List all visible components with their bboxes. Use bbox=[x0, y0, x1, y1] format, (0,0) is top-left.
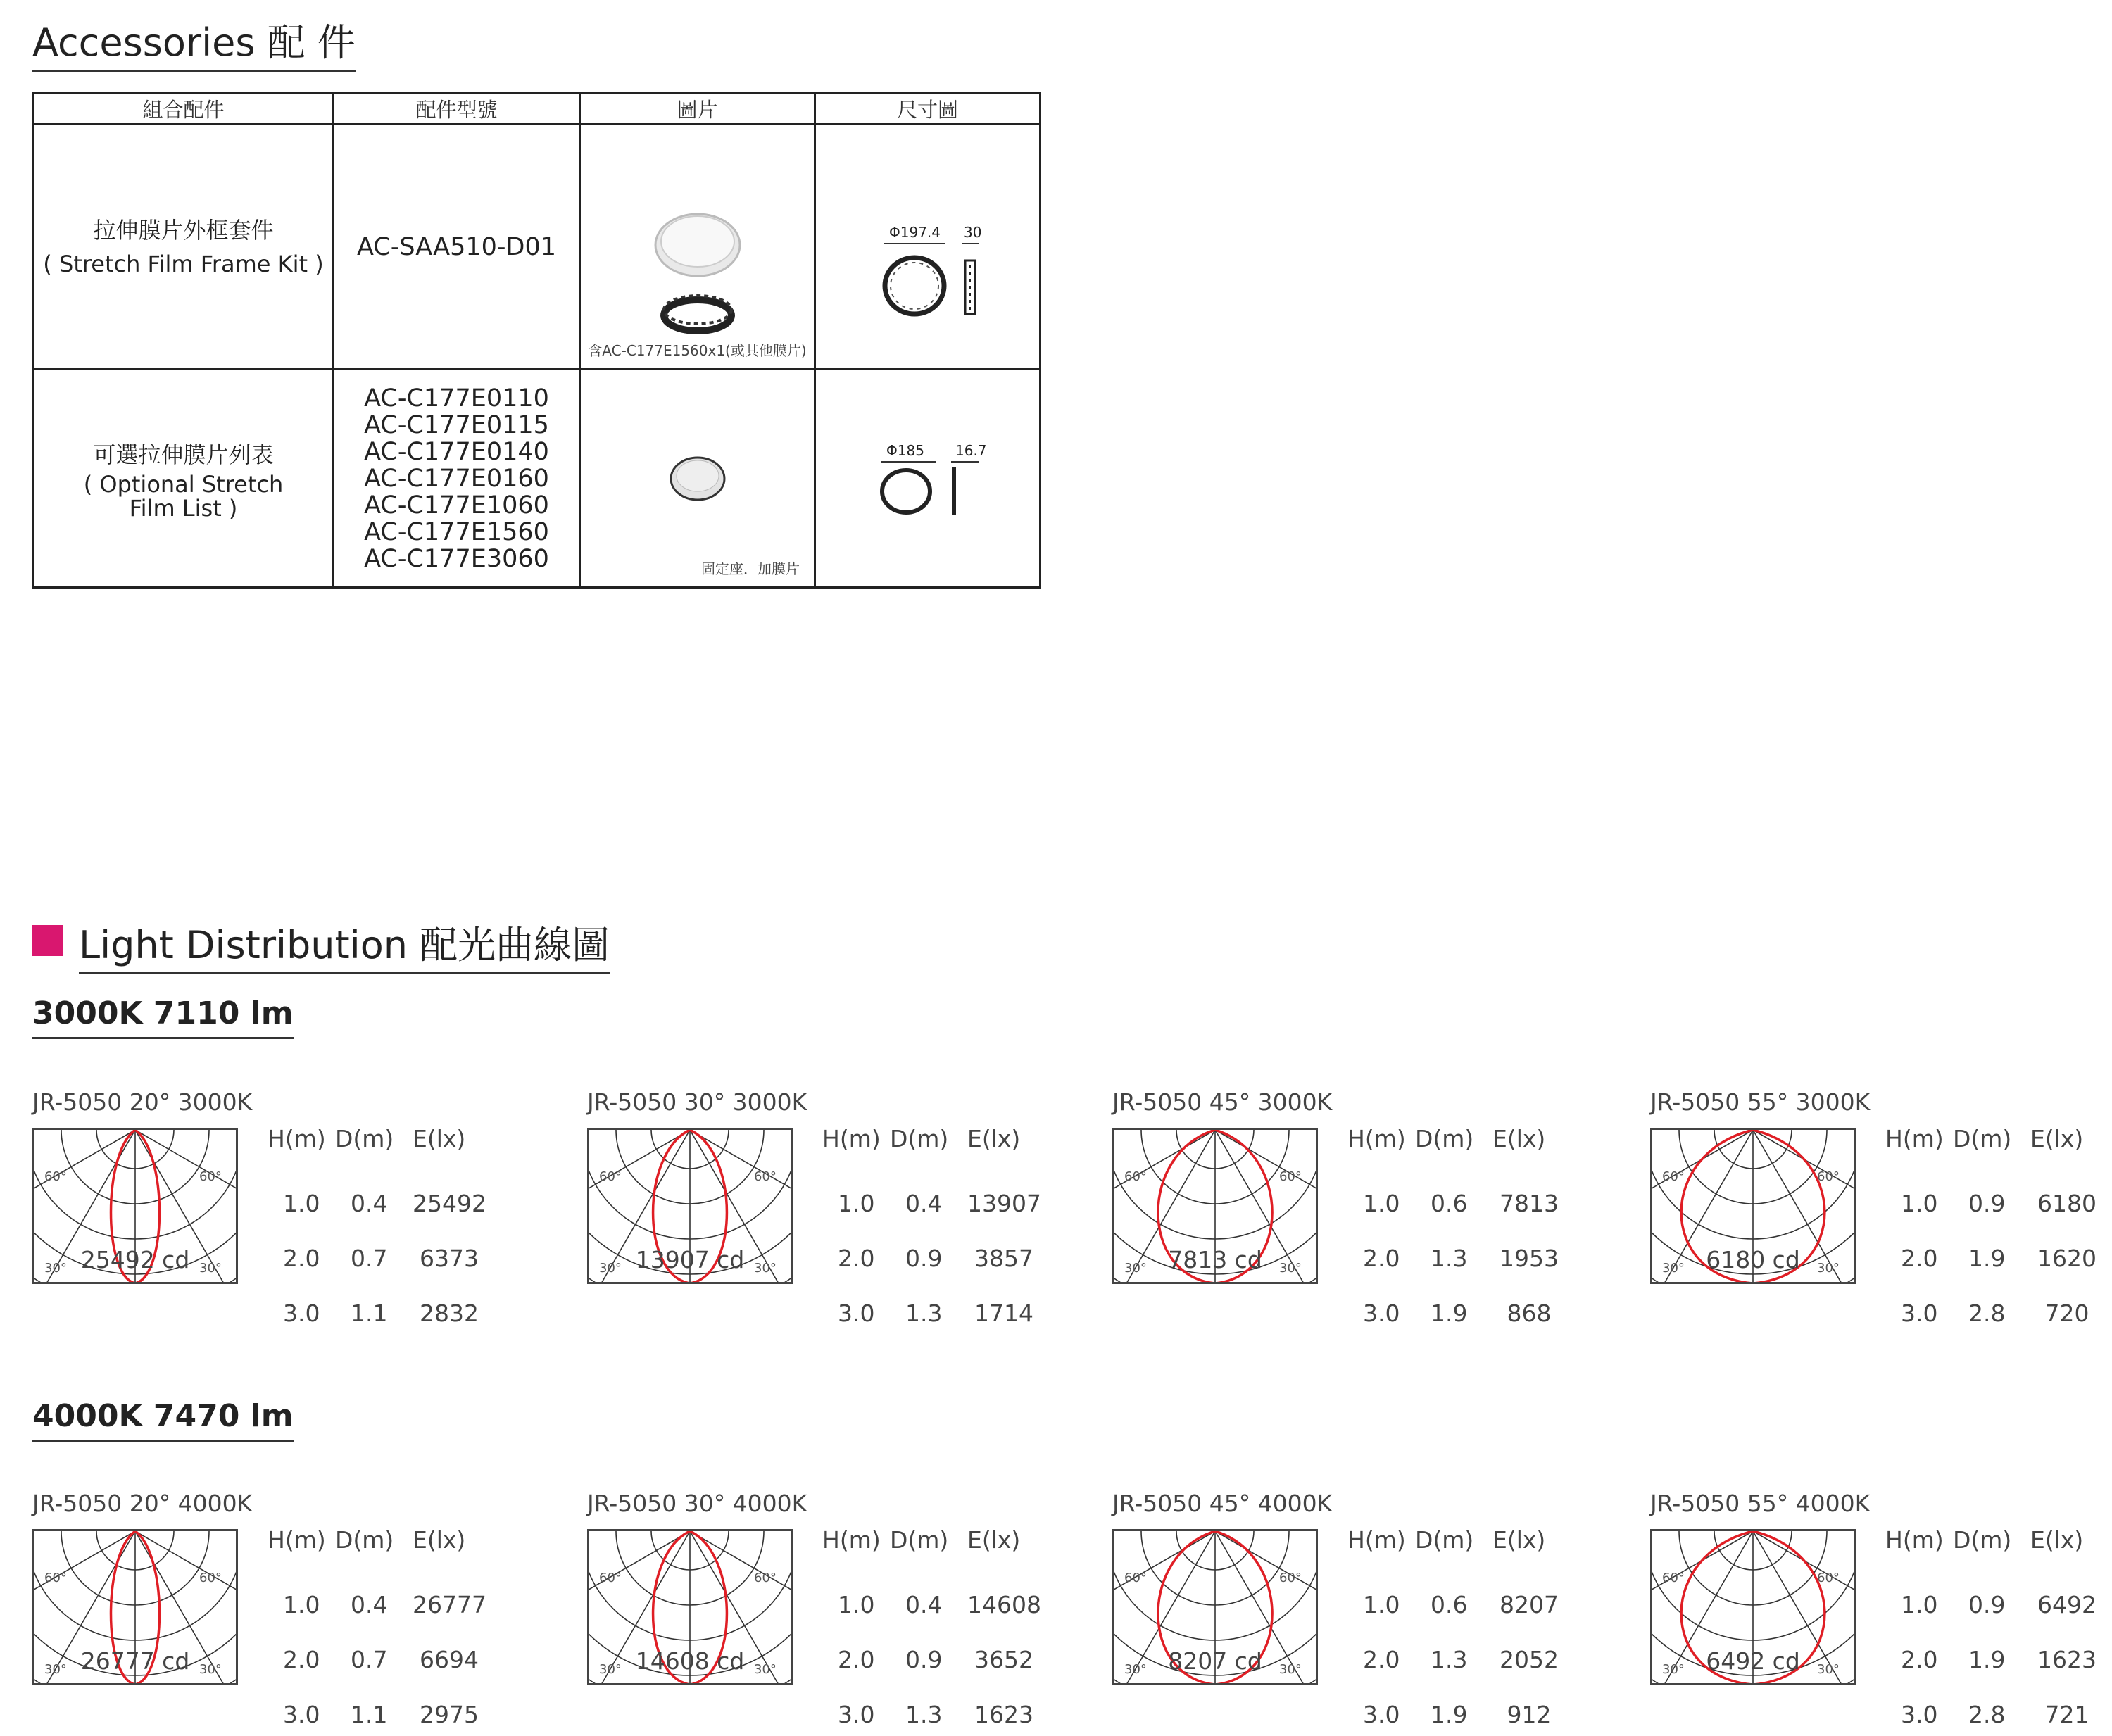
row2-name-zh: 可選拉伸膜片列表 bbox=[93, 441, 274, 468]
col-header-e: E(lx) bbox=[2030, 1526, 2084, 1554]
table-cell-e: 6694 bbox=[420, 1646, 479, 1673]
table-cell-e: 1714 bbox=[974, 1300, 1033, 1327]
table-cell-e: 6492 bbox=[2037, 1591, 2097, 1618]
col-header-h: H(m) bbox=[1347, 1526, 1406, 1554]
table-cell-h: 3.0 bbox=[838, 1300, 875, 1327]
angle-label: 30° bbox=[1279, 1261, 1302, 1276]
angle-label: 60° bbox=[199, 1169, 222, 1184]
table-cell-e: 6373 bbox=[420, 1245, 479, 1272]
angle-label: 30° bbox=[1662, 1261, 1685, 1276]
table-cell-h: 1.0 bbox=[1901, 1591, 1938, 1618]
angle-label: 30° bbox=[599, 1662, 622, 1677]
angle-label: 30° bbox=[754, 1662, 777, 1677]
angle-label: 30° bbox=[199, 1261, 222, 1276]
col-header-e: E(lx) bbox=[1492, 1526, 1546, 1554]
table-cell-e: 6180 bbox=[2037, 1190, 2097, 1217]
stretch-film-image bbox=[581, 370, 816, 586]
model-list-item: AC-C177E1560 bbox=[364, 517, 549, 546]
table-cell-e: 3857 bbox=[974, 1245, 1033, 1272]
polar-diagram bbox=[1650, 1529, 1856, 1685]
col-header-d: D(m) bbox=[1415, 1526, 1474, 1554]
block-title: JR-5050 30° 4000K bbox=[587, 1490, 807, 1517]
polar-diagram bbox=[1112, 1128, 1318, 1284]
row1-dimension-cell bbox=[815, 125, 1041, 370]
candela-label: 7813 cd bbox=[1168, 1246, 1262, 1273]
table-cell-e: 26777 bbox=[413, 1591, 486, 1618]
col-header-e: E(lx) bbox=[1492, 1125, 1546, 1152]
section-marker bbox=[32, 925, 63, 956]
table-cell-h: 2.0 bbox=[283, 1245, 320, 1272]
angle-label: 30° bbox=[1279, 1662, 1302, 1677]
polar-spoke bbox=[1753, 1130, 1854, 1243]
light-distribution-title: Light Distribution 配光曲線圖 bbox=[79, 915, 610, 974]
table-cell-h: 1.0 bbox=[838, 1190, 875, 1217]
row2-name-en: ( Optional Stretch bbox=[83, 470, 284, 498]
table-cell-e: 2975 bbox=[420, 1701, 479, 1728]
angle-label: 30° bbox=[599, 1261, 622, 1276]
table-cell-d: 1.3 bbox=[905, 1701, 943, 1728]
block-title: JR-5050 55° 3000K bbox=[1650, 1088, 1871, 1116]
polar-diagram bbox=[587, 1128, 793, 1284]
table-cell-d: 0.4 bbox=[905, 1591, 943, 1618]
col-header-d: D(m) bbox=[335, 1125, 394, 1152]
table-cell-e: 14608 bbox=[967, 1591, 1041, 1618]
angle-label: 30° bbox=[754, 1261, 777, 1276]
angle-label: 30° bbox=[1817, 1261, 1840, 1276]
table-cell-h: 2.0 bbox=[1901, 1646, 1938, 1673]
block-title: JR-5050 45° 4000K bbox=[1112, 1490, 1333, 1517]
table-cell-d: 2.8 bbox=[1968, 1701, 2006, 1728]
light-distribution-block bbox=[1112, 1088, 1619, 1327]
table-cell-e: 13907 bbox=[967, 1190, 1041, 1217]
polar-spoke bbox=[135, 1531, 236, 1644]
row1-name-en: ( Stretch Film Frame Kit ) bbox=[43, 250, 324, 277]
polar-diagram bbox=[1112, 1529, 1318, 1685]
candela-label: 6492 cd bbox=[1706, 1647, 1800, 1675]
candela-label: 14608 cd bbox=[635, 1647, 745, 1675]
table-cell-h: 3.0 bbox=[838, 1701, 875, 1728]
angle-label: 60° bbox=[1817, 1169, 1840, 1184]
table-cell-h: 2.0 bbox=[1363, 1245, 1400, 1272]
table-cell-e: 25492 bbox=[413, 1190, 486, 1217]
col-header-h: H(m) bbox=[268, 1526, 326, 1554]
header-model: 配件型號 bbox=[334, 93, 580, 125]
polar-spoke bbox=[690, 1130, 791, 1243]
col-header-d: D(m) bbox=[335, 1526, 394, 1554]
table-cell-d: 0.6 bbox=[1431, 1190, 1468, 1217]
row2-dim-diameter: Φ185 bbox=[886, 442, 924, 459]
angle-label: 60° bbox=[1279, 1571, 1302, 1585]
table-cell-h: 2.0 bbox=[838, 1646, 875, 1673]
table-cell-d: 0.9 bbox=[1968, 1190, 2006, 1217]
table-cell-e: 720 bbox=[2044, 1300, 2089, 1327]
table-cell-e: 2052 bbox=[1500, 1646, 1559, 1673]
table-cell-e: 1620 bbox=[2037, 1245, 2097, 1272]
col-header-e: E(lx) bbox=[967, 1526, 1021, 1554]
table-cell-d: 0.9 bbox=[905, 1245, 943, 1272]
table-cell-e: 8207 bbox=[1500, 1591, 1559, 1618]
accessories-title: Accessories 配 件 bbox=[32, 13, 356, 72]
table-cell-e: 3652 bbox=[974, 1646, 1033, 1673]
row2-dimension-cell bbox=[815, 370, 1041, 588]
model-list-item: AC-C177E0160 bbox=[364, 464, 549, 493]
table-cell-e: 912 bbox=[1507, 1701, 1552, 1728]
row1-model-cell bbox=[334, 125, 580, 370]
col-header-d: D(m) bbox=[1953, 1125, 2012, 1152]
table-cell-e: 7813 bbox=[1500, 1190, 1559, 1217]
row1-dim-height: 30 bbox=[964, 224, 982, 241]
table-cell-d: 0.7 bbox=[351, 1646, 388, 1673]
polar-spoke bbox=[135, 1130, 236, 1243]
table-cell-h: 1.0 bbox=[1901, 1190, 1938, 1217]
table-cell-h: 1.0 bbox=[283, 1190, 320, 1217]
polar-diagram bbox=[1650, 1128, 1856, 1284]
block-title: JR-5050 20° 3000K bbox=[32, 1088, 253, 1116]
block-title: JR-5050 20° 4000K bbox=[32, 1490, 253, 1517]
row1-name-zh: 拉伸膜片外框套件 bbox=[93, 216, 274, 244]
table-cell-d: 0.4 bbox=[351, 1190, 388, 1217]
col-header-h: H(m) bbox=[1347, 1125, 1406, 1152]
table-cell-e: 721 bbox=[2044, 1701, 2089, 1728]
table-cell-h: 1.0 bbox=[1363, 1591, 1400, 1618]
col-header-e: E(lx) bbox=[967, 1125, 1021, 1152]
col-header-h: H(m) bbox=[822, 1526, 881, 1554]
block-title: JR-5050 30° 3000K bbox=[587, 1088, 807, 1116]
col-header-h: H(m) bbox=[822, 1125, 881, 1152]
col-header-e: E(lx) bbox=[413, 1526, 466, 1554]
angle-label: 60° bbox=[199, 1571, 222, 1585]
angle-label: 60° bbox=[599, 1169, 622, 1184]
table-cell-d: 1.9 bbox=[1968, 1245, 2006, 1272]
table-cell-h: 1.0 bbox=[838, 1591, 875, 1618]
row1-name-cell bbox=[34, 125, 334, 370]
light-distribution-block bbox=[1112, 1490, 1619, 1728]
stretch-film-dimension-drawing bbox=[816, 370, 1041, 586]
row2-name-cell bbox=[34, 370, 334, 588]
polar-diagram bbox=[587, 1529, 793, 1685]
table-cell-h: 2.0 bbox=[283, 1646, 320, 1673]
angle-label: 30° bbox=[44, 1261, 67, 1276]
table-cell-d: 1.3 bbox=[1431, 1646, 1468, 1673]
table-row bbox=[34, 370, 1041, 588]
table-cell-d: 1.9 bbox=[1431, 1300, 1468, 1327]
model-list-item: AC-C177E0110 bbox=[364, 384, 549, 413]
block-title: JR-5050 55° 4000K bbox=[1650, 1490, 1871, 1517]
polar-spoke bbox=[1114, 1130, 1215, 1243]
row2-name-en2: Film List ) bbox=[129, 494, 238, 522]
frame-kit-dimension-drawing bbox=[816, 125, 1041, 365]
polar-diagram bbox=[32, 1128, 238, 1284]
table-cell-d: 0.6 bbox=[1431, 1591, 1468, 1618]
table-cell-d: 1.1 bbox=[351, 1701, 388, 1728]
candela-label: 6180 cd bbox=[1706, 1246, 1800, 1273]
table-cell-d: 1.3 bbox=[1431, 1245, 1468, 1272]
table-cell-h: 3.0 bbox=[283, 1701, 320, 1728]
row2-dim-thickness: 16.7 bbox=[955, 442, 987, 459]
header-dimension: 尺寸圖 bbox=[815, 93, 1041, 125]
table-cell-d: 0.4 bbox=[351, 1591, 388, 1618]
angle-label: 60° bbox=[1817, 1571, 1840, 1585]
angle-label: 60° bbox=[1124, 1571, 1147, 1585]
table-cell-e: 868 bbox=[1507, 1300, 1552, 1327]
angle-label: 30° bbox=[1124, 1261, 1147, 1276]
table-cell-h: 1.0 bbox=[283, 1591, 320, 1618]
group-title-4000k: 4000K 7470 lm bbox=[32, 1398, 294, 1442]
block-title: JR-5050 45° 3000K bbox=[1112, 1088, 1333, 1116]
col-header-e: E(lx) bbox=[413, 1125, 466, 1152]
light-distribution-block bbox=[32, 1490, 539, 1728]
polar-diagram bbox=[32, 1529, 238, 1685]
polar-spoke bbox=[1753, 1531, 1854, 1644]
table-cell-e: 1623 bbox=[974, 1701, 1033, 1728]
table-row bbox=[34, 125, 1041, 370]
polar-spoke bbox=[690, 1531, 791, 1644]
polar-spoke bbox=[589, 1531, 690, 1644]
table-cell-d: 1.9 bbox=[1431, 1701, 1468, 1728]
table-cell-h: 3.0 bbox=[1363, 1701, 1400, 1728]
angle-label: 30° bbox=[1817, 1662, 1840, 1677]
table-cell-h: 1.0 bbox=[1363, 1190, 1400, 1217]
table-cell-h: 2.0 bbox=[1363, 1646, 1400, 1673]
header-combo: 組合配件 bbox=[34, 93, 334, 125]
header-picture: 圖片 bbox=[580, 93, 815, 125]
table-cell-d: 2.8 bbox=[1968, 1300, 2006, 1327]
row1-dim-diameter: Φ197.4 bbox=[889, 224, 941, 241]
table-cell-h: 3.0 bbox=[283, 1300, 320, 1327]
candela-label: 8207 cd bbox=[1168, 1647, 1262, 1675]
angle-label: 60° bbox=[754, 1571, 777, 1585]
candela-label: 25492 cd bbox=[80, 1246, 190, 1273]
row2-caption: 固定座．加膜片 bbox=[701, 560, 800, 577]
table-cell-h: 2.0 bbox=[838, 1245, 875, 1272]
polar-spoke bbox=[1652, 1130, 1753, 1243]
angle-label: 30° bbox=[1662, 1662, 1685, 1677]
table-cell-e: 2832 bbox=[420, 1300, 479, 1327]
angle-label: 60° bbox=[1662, 1169, 1685, 1184]
table-cell-d: 0.7 bbox=[351, 1245, 388, 1272]
angle-label: 60° bbox=[1124, 1169, 1147, 1184]
angle-label: 60° bbox=[1662, 1571, 1685, 1585]
table-cell-d: 0.9 bbox=[905, 1646, 943, 1673]
table-cell-h: 3.0 bbox=[1901, 1701, 1938, 1728]
table-cell-h: 3.0 bbox=[1363, 1300, 1400, 1327]
table-cell-e: 1623 bbox=[2037, 1646, 2097, 1673]
table-cell-h: 3.0 bbox=[1901, 1300, 1938, 1327]
frame-kit-image bbox=[581, 125, 816, 365]
polar-spoke bbox=[1652, 1531, 1753, 1644]
polar-spoke bbox=[1215, 1531, 1316, 1644]
col-header-h: H(m) bbox=[1885, 1526, 1944, 1554]
candela-label: 13907 cd bbox=[635, 1246, 745, 1273]
row2-picture-cell bbox=[580, 370, 815, 588]
col-header-h: H(m) bbox=[1885, 1125, 1944, 1152]
polar-spoke bbox=[1114, 1531, 1215, 1644]
angle-label: 60° bbox=[599, 1571, 622, 1585]
angle-label: 30° bbox=[44, 1662, 67, 1677]
model-list-item: AC-C177E3060 bbox=[364, 544, 549, 573]
model-list-item: AC-C177E0115 bbox=[364, 410, 549, 439]
polar-spoke bbox=[34, 1531, 135, 1644]
polar-spoke bbox=[589, 1130, 690, 1243]
col-header-d: D(m) bbox=[890, 1125, 949, 1152]
angle-label: 30° bbox=[199, 1662, 222, 1677]
model-list-item: AC-C177E0140 bbox=[364, 437, 549, 466]
table-cell-d: 1.3 bbox=[905, 1300, 943, 1327]
col-header-d: D(m) bbox=[1415, 1125, 1474, 1152]
model-list-item: AC-C177E1060 bbox=[364, 491, 549, 520]
angle-label: 30° bbox=[1124, 1662, 1147, 1677]
col-header-d: D(m) bbox=[1953, 1526, 2012, 1554]
candela-label: 26777 cd bbox=[80, 1647, 190, 1675]
light-distribution-block bbox=[32, 1088, 539, 1327]
light-distribution-block bbox=[1650, 1088, 2112, 1327]
angle-label: 60° bbox=[44, 1169, 67, 1184]
table-cell-e: 1953 bbox=[1500, 1245, 1559, 1272]
row2-model-cell bbox=[334, 370, 580, 588]
row1-model: AC-SAA510-D01 bbox=[356, 232, 557, 261]
col-header-d: D(m) bbox=[890, 1526, 949, 1554]
light-distribution-block bbox=[1650, 1490, 2112, 1728]
table-cell-d: 0.4 bbox=[905, 1190, 943, 1217]
table-header-row bbox=[34, 93, 1041, 125]
table-cell-d: 0.9 bbox=[1968, 1591, 2006, 1618]
angle-label: 60° bbox=[44, 1571, 67, 1585]
col-header-h: H(m) bbox=[268, 1125, 326, 1152]
angle-label: 60° bbox=[1279, 1169, 1302, 1184]
table-cell-d: 1.9 bbox=[1968, 1646, 2006, 1673]
table-cell-h: 2.0 bbox=[1901, 1245, 1938, 1272]
light-distribution-block bbox=[587, 1490, 1094, 1728]
group-title-3000k: 3000K 7110 lm bbox=[32, 995, 294, 1039]
angle-label: 60° bbox=[754, 1169, 777, 1184]
polar-spoke bbox=[34, 1130, 135, 1243]
row1-picture-cell bbox=[580, 125, 815, 370]
row1-caption: 含AC-C177E1560x1(或其他膜片) bbox=[588, 342, 807, 359]
light-distribution-block bbox=[587, 1088, 1094, 1327]
col-header-e: E(lx) bbox=[2030, 1125, 2084, 1152]
accessories-table bbox=[32, 92, 1041, 589]
table-cell-d: 1.1 bbox=[351, 1300, 388, 1327]
polar-spoke bbox=[1215, 1130, 1316, 1243]
